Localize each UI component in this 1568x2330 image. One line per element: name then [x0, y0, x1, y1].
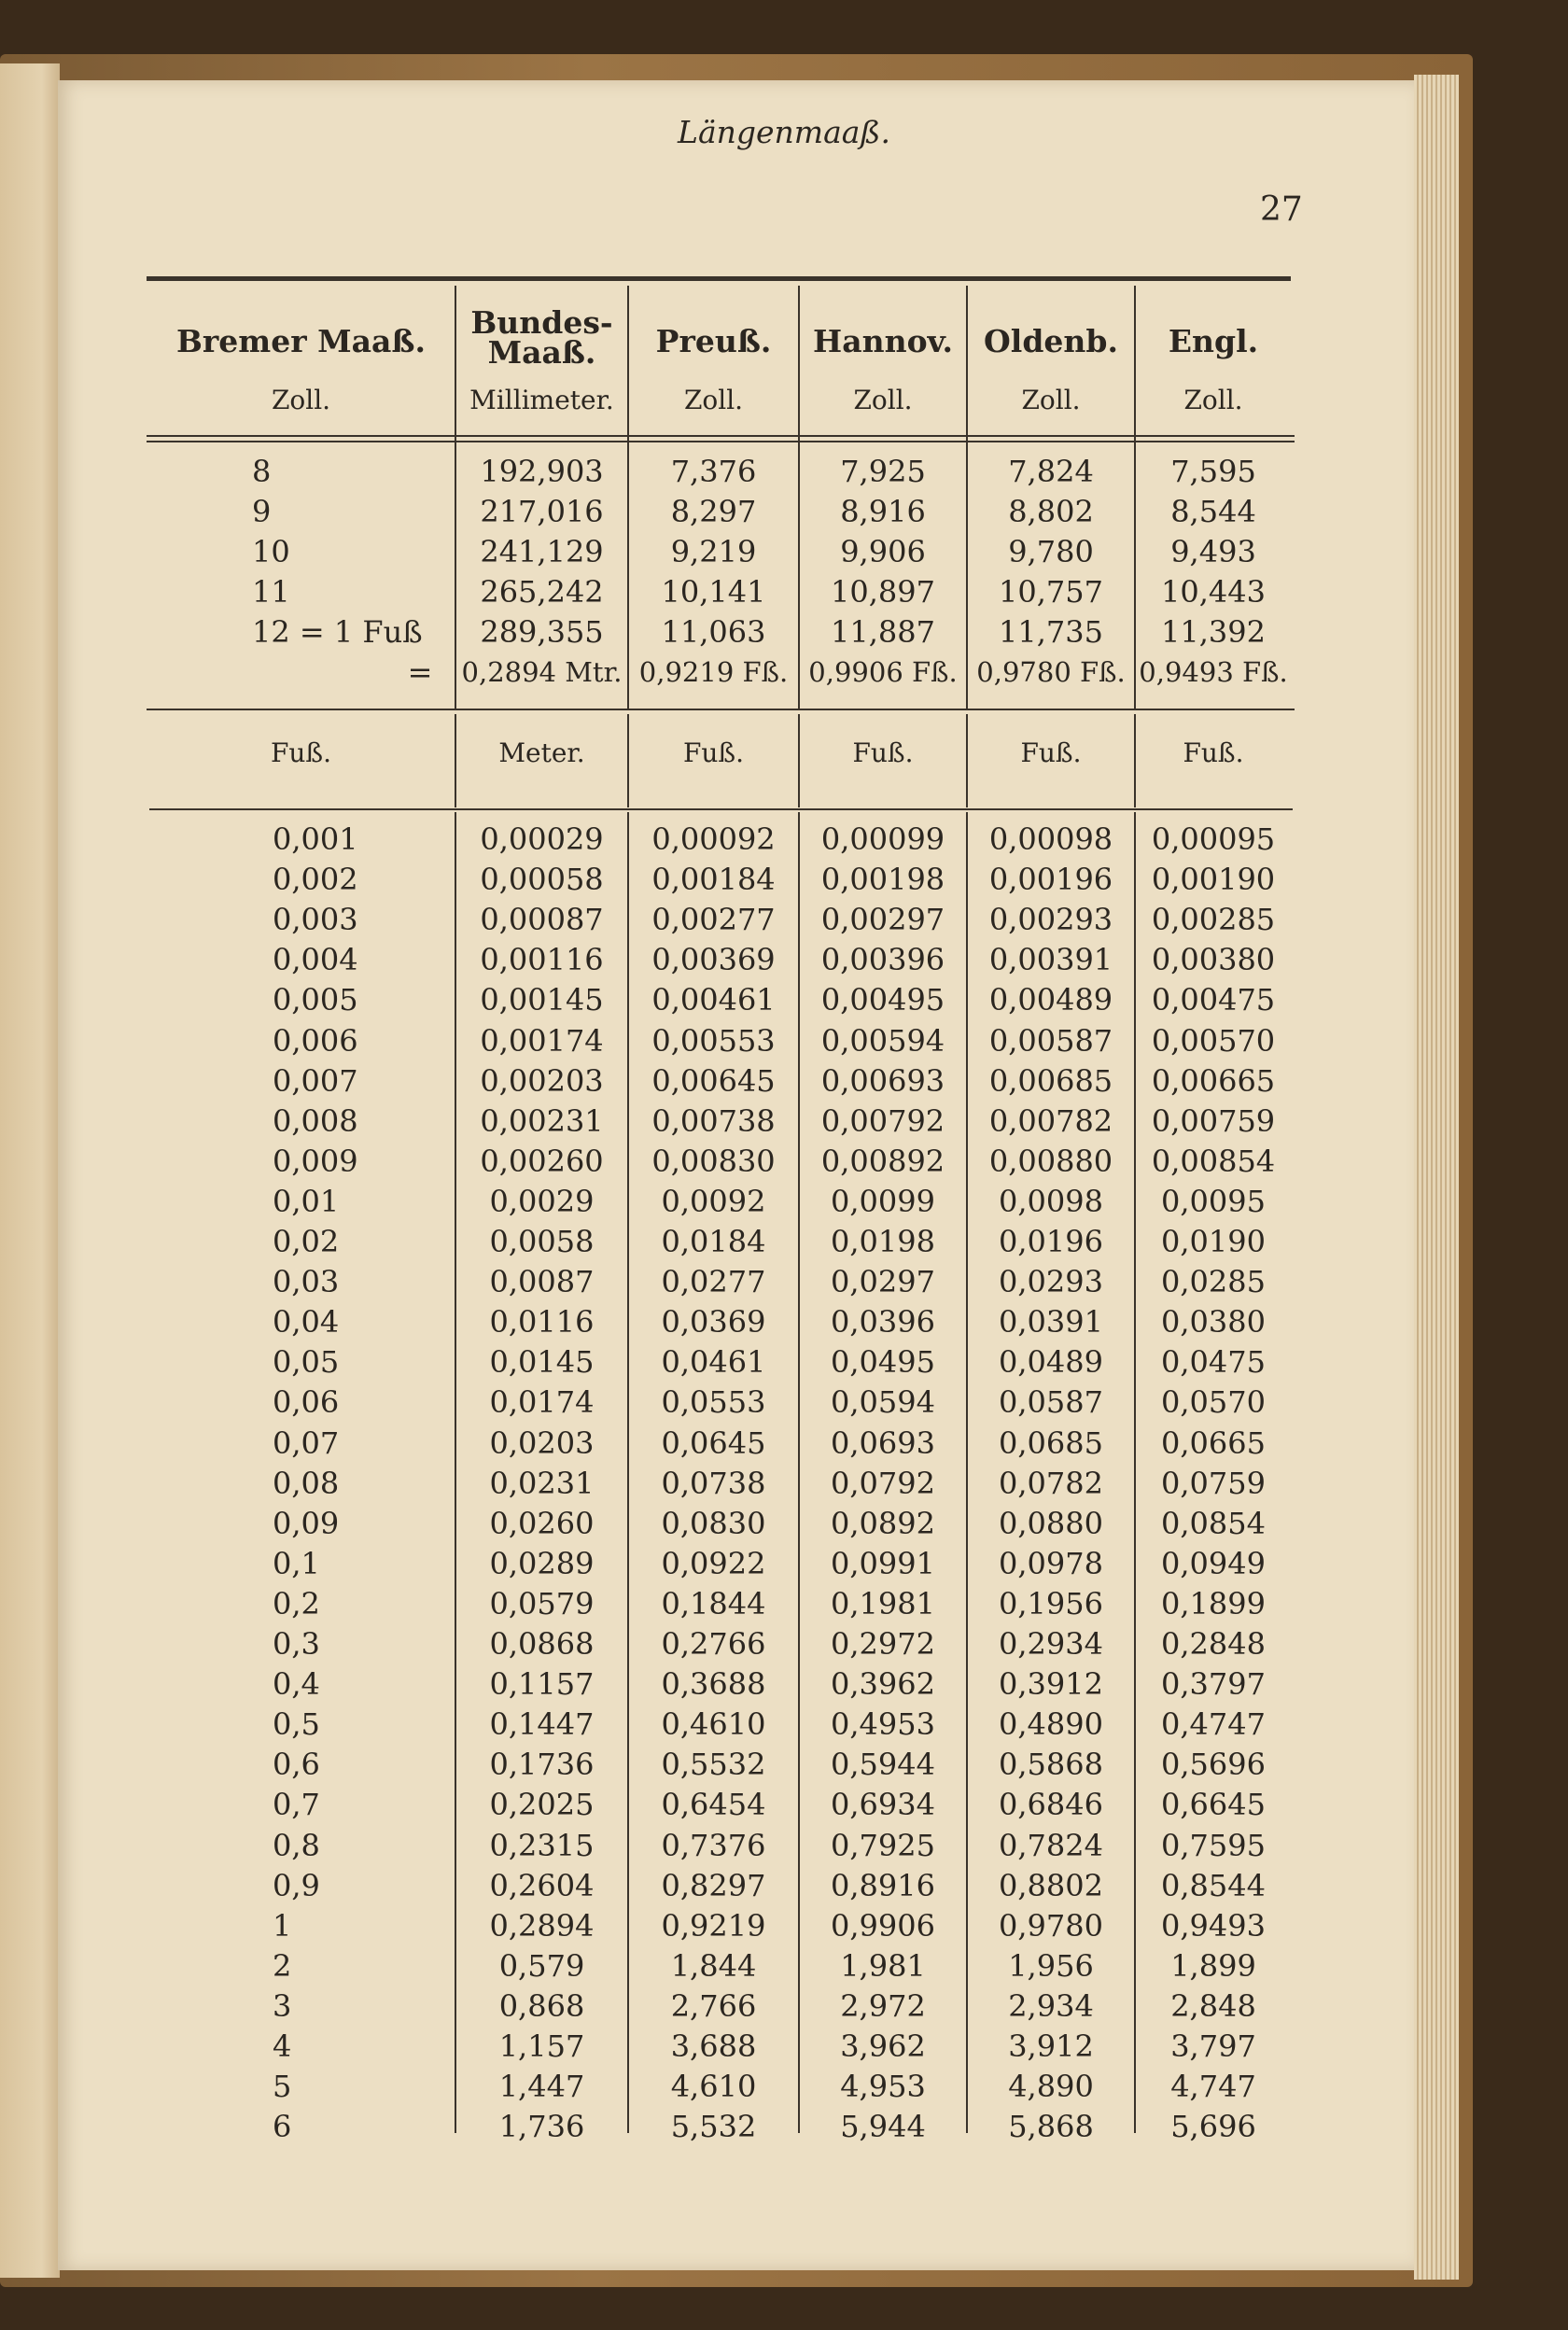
fuss-cell: 5 [273, 2069, 292, 2105]
fuss-cell: 0,8544 [1161, 1867, 1266, 1903]
fuss-cell: 0,0782 [999, 1465, 1103, 1501]
fuss-cell: 0,0174 [489, 1384, 595, 1421]
fuss-cell: 0,00830 [651, 1143, 776, 1179]
fuss-cell: 0,00297 [820, 902, 945, 938]
fuss-cell: 0,7595 [1161, 1827, 1266, 1863]
fuss-cell: 1,157 [498, 2028, 585, 2064]
column-unit-top: Millimeter. [469, 385, 614, 415]
fuss-cell: 1,981 [840, 1947, 926, 1984]
fuss-cell: 0,0289 [489, 1545, 595, 1581]
fuss-cell: 0,0587 [999, 1384, 1103, 1421]
fuss-cell: 0,5868 [999, 1747, 1103, 1783]
fuss-cell: 0,0693 [831, 1425, 935, 1461]
zoll-cell: 265,242 [480, 574, 604, 610]
zoll-cell: 10,757 [999, 574, 1103, 610]
zoll-cell: 9 [252, 494, 272, 529]
zoll-cell: 241,129 [480, 534, 604, 569]
fuss-cell: 0,5532 [661, 1747, 766, 1783]
fuss-cell: 0,0738 [661, 1465, 766, 1501]
zoll-cell: 9,493 [1170, 534, 1256, 569]
fuss-cell: 0,00553 [651, 1022, 776, 1059]
fuss-cell: 2,972 [840, 1987, 926, 2024]
column-unit-bottom: Fuß. [1183, 737, 1244, 768]
fuss-cell: 0,008 [273, 1102, 358, 1139]
zoll-cell: 12 = 1 Fuß [252, 614, 423, 650]
column-divider [455, 812, 456, 2133]
fuss-cell: 0,0231 [489, 1465, 595, 1501]
fuss-cell: 0,00380 [1151, 942, 1276, 978]
fuss-cell: 0,01 [273, 1183, 340, 1219]
zoll-cell: 0,9780 Fß. [976, 656, 1126, 688]
fuss-cell: 2,934 [1008, 1987, 1094, 2024]
fuss-cell: 3,797 [1170, 2028, 1256, 2064]
fuss-cell: 0,0759 [1161, 1465, 1266, 1501]
column-unit-bottom: Fuß. [270, 737, 332, 768]
zoll-cell: 11,392 [1161, 614, 1266, 650]
fuss-cell: 0,00391 [988, 942, 1113, 978]
zoll-cell: 7,824 [1008, 454, 1094, 489]
zoll-cell: 7,595 [1170, 454, 1256, 489]
fuss-cell: 0,5 [273, 1706, 320, 1743]
fuss-cell: 0,8 [273, 1827, 320, 1863]
page-number: 27 [1260, 190, 1303, 229]
zoll-cell: 9,219 [670, 534, 757, 569]
column-header: Preuß. [655, 323, 772, 359]
column-unit-top: Zoll. [1183, 385, 1243, 415]
header-rule [147, 435, 1295, 437]
fuss-cell: 1,956 [1008, 1947, 1094, 1984]
zoll-cell: 10 [252, 534, 290, 569]
fuss-cell: 0,4 [273, 1666, 320, 1703]
fuss-cell: 3,962 [840, 2028, 926, 2064]
fuss-cell: 0,00495 [820, 982, 945, 1018]
zoll-cell: 10,141 [661, 574, 766, 610]
fuss-cell: 0,05 [273, 1344, 340, 1381]
fuss-cell: 0,0880 [999, 1505, 1103, 1541]
fuss-cell: 0,7376 [661, 1827, 766, 1863]
column-header: Oldenb. [984, 323, 1118, 359]
fuss-cell: 0,00594 [820, 1022, 945, 1059]
fuss-cell: 0,3 [273, 1626, 320, 1662]
fuss-cell: 0,0293 [999, 1264, 1103, 1300]
fuss-cell: 0,9219 [661, 1907, 766, 1944]
fuss-cell: 6 [273, 2109, 292, 2145]
fuss-cell: 0,1899 [1161, 1585, 1266, 1621]
fuss-cell: 0,868 [498, 1987, 585, 2024]
fuss-cell: 0,1956 [999, 1585, 1103, 1621]
fuss-cell: 0,00277 [651, 902, 776, 938]
fuss-cell: 0,0978 [999, 1545, 1103, 1581]
column-unit-top: Zoll. [271, 385, 331, 415]
fuss-cell: 0,1 [273, 1545, 320, 1581]
zoll-cell: 8 [252, 454, 272, 489]
fuss-cell: 0,00098 [988, 821, 1113, 857]
fuss-cell: 0,06 [273, 1384, 340, 1421]
fuss-cell: 0,006 [273, 1022, 358, 1059]
fuss-cell: 0,9 [273, 1867, 320, 1903]
column-divider [966, 812, 968, 2133]
fuss-cell: 0,00587 [988, 1022, 1113, 1059]
fuss-cell: 0,0087 [489, 1264, 595, 1300]
fuss-cell: 0,0277 [661, 1264, 766, 1300]
fuss-cell: 0,0645 [661, 1425, 766, 1461]
fuss-cell: 0,0092 [661, 1183, 766, 1219]
column-unit-bottom: Fuß. [1020, 737, 1082, 768]
fuss-cell: 0,1447 [489, 1706, 595, 1743]
fuss-cell: 0,00174 [480, 1022, 604, 1059]
fuss-cell: 0,007 [273, 1062, 358, 1099]
fuss-header-rule [149, 808, 1293, 810]
column-unit-top: Zoll. [683, 385, 744, 415]
fuss-cell: 0,0058 [489, 1224, 595, 1259]
fuss-cell: 0,00190 [1151, 862, 1276, 898]
zoll-cell: 7,925 [840, 454, 926, 489]
fuss-cell: 0,00759 [1151, 1102, 1276, 1139]
fuss-cell: 0,0095 [1161, 1183, 1266, 1219]
top-rule [147, 276, 1291, 281]
fuss-cell: 0,00058 [480, 862, 604, 898]
zoll-cell: 9,906 [840, 534, 926, 569]
fuss-cell: 1 [273, 1907, 292, 1944]
left-page-edge [0, 63, 60, 2278]
fuss-cell: 0,8802 [999, 1867, 1103, 1903]
fuss-cell: 0,1844 [661, 1585, 766, 1621]
fuss-cell: 0,0553 [661, 1384, 766, 1421]
zoll-cell: 0,9219 Fß. [638, 656, 789, 688]
fuss-cell: 0,0369 [661, 1304, 766, 1340]
fuss-cell: 0,00570 [1151, 1022, 1276, 1059]
fuss-cell: 0,3962 [831, 1666, 935, 1703]
fuss-cell: 5,696 [1170, 2109, 1256, 2145]
fuss-cell: 0,5696 [1161, 1747, 1266, 1783]
fuss-cell: 2 [273, 1947, 292, 1984]
fuss-cell: 0,00285 [1151, 902, 1276, 938]
fuss-cell: 0,0570 [1161, 1384, 1266, 1421]
column-header: Engl. [1168, 323, 1259, 359]
column-header: Bundes- Maaß. [470, 304, 613, 371]
fuss-cell: 0,0396 [831, 1304, 935, 1340]
fuss-cell: 5,944 [840, 2109, 926, 2145]
fuss-cell: 0,04 [273, 1304, 340, 1340]
fuss-cell: 0,0579 [489, 1585, 595, 1621]
fuss-cell: 0,002 [273, 862, 358, 898]
fuss-cell: 0,7925 [831, 1827, 935, 1863]
fuss-cell: 5,532 [670, 2109, 757, 2145]
zoll-cell: 192,903 [480, 454, 604, 489]
fuss-cell: 0,0594 [831, 1384, 935, 1421]
fuss-cell: 0,579 [498, 1947, 585, 1984]
fuss-cell: 0,0297 [831, 1264, 935, 1300]
fuss-cell: 0,4953 [831, 1706, 935, 1743]
fuss-cell: 0,00231 [480, 1102, 604, 1139]
fuss-cell: 0,0099 [831, 1183, 935, 1219]
fuss-cell: 0,6645 [1161, 1787, 1266, 1823]
zoll-cell: 8,544 [1170, 494, 1256, 529]
fuss-cell: 0,2604 [489, 1867, 595, 1903]
fuss-cell: 0,3688 [661, 1666, 766, 1703]
fuss-cell: 0,1157 [489, 1666, 595, 1703]
fuss-cell: 0,00782 [988, 1102, 1113, 1139]
fuss-cell: 0,0145 [489, 1344, 595, 1381]
fuss-cell: 0,005 [273, 982, 358, 1018]
fuss-cell: 0,00685 [988, 1062, 1113, 1099]
section-rule [147, 709, 1295, 710]
zoll-cell: 8,916 [840, 494, 926, 529]
fuss-cell: 0,00145 [480, 982, 604, 1018]
zoll-cell: 8,802 [1008, 494, 1094, 529]
fuss-cell: 2,848 [1170, 1987, 1256, 2024]
fuss-cell: 0,00880 [988, 1143, 1113, 1179]
fuss-cell: 0,2315 [489, 1827, 595, 1863]
fuss-cell: 4,747 [1170, 2069, 1256, 2105]
fuss-cell: 0,00095 [1151, 821, 1276, 857]
fuss-cell: 0,8916 [831, 1867, 935, 1903]
fuss-cell: 0,00029 [480, 821, 604, 857]
fuss-cell: 0,3912 [999, 1666, 1103, 1703]
zoll-cell: 217,016 [480, 494, 604, 529]
fuss-cell: 0,00475 [1151, 982, 1276, 1018]
fuss-cell: 0,00116 [480, 942, 604, 978]
fuss-cell: 3 [273, 1987, 292, 2024]
zoll-cell: 8,297 [670, 494, 757, 529]
fuss-cell: 0,4890 [999, 1706, 1103, 1743]
fuss-cell: 1,736 [498, 2109, 585, 2145]
fuss-cell: 0,2025 [489, 1787, 595, 1823]
fuss-cell: 0,00665 [1151, 1062, 1276, 1099]
fuss-cell: 0,004 [273, 942, 358, 978]
fuss-cell: 0,00892 [820, 1143, 945, 1179]
fuss-cell: 0,0868 [489, 1626, 595, 1662]
fuss-cell: 1,447 [498, 2069, 585, 2105]
fuss-cell: 0,2934 [999, 1626, 1103, 1662]
fuss-cell: 0,00693 [820, 1062, 945, 1099]
fuss-cell: 0,0830 [661, 1505, 766, 1541]
fuss-cell: 5,868 [1008, 2109, 1094, 2145]
fuss-cell: 0,0892 [831, 1505, 935, 1541]
fuss-cell: 0,0854 [1161, 1505, 1266, 1541]
fuss-cell: 0,0380 [1161, 1304, 1266, 1340]
fuss-cell: 0,7824 [999, 1827, 1103, 1863]
fuss-cell: 0,2972 [831, 1626, 935, 1662]
column-header: Bremer Maaß. [176, 323, 426, 359]
fuss-cell: 0,9780 [999, 1907, 1103, 1944]
fuss-cell: 0,02 [273, 1224, 340, 1259]
fuss-cell: 0,6846 [999, 1787, 1103, 1823]
fuss-cell: 0,00645 [651, 1062, 776, 1099]
fuss-cell: 0,0198 [831, 1224, 935, 1259]
page-stack-edge [1414, 75, 1459, 2280]
zoll-cell: 9,780 [1008, 534, 1094, 569]
fuss-cell: 0,00203 [480, 1062, 604, 1099]
fuss-cell: 0,2848 [1161, 1626, 1266, 1662]
column-unit-top: Zoll. [1021, 385, 1081, 415]
fuss-cell: 0,00184 [651, 862, 776, 898]
zoll-cell: = [407, 654, 433, 690]
fuss-cell: 0,1736 [489, 1747, 595, 1783]
fuss-cell: 0,0991 [831, 1545, 935, 1581]
fuss-cell: 0,00092 [651, 821, 776, 857]
column-unit-bottom: Fuß. [682, 737, 745, 768]
fuss-cell: 0,0203 [489, 1425, 595, 1461]
fuss-cell: 0,0116 [489, 1304, 595, 1340]
column-header: Hannov. [813, 323, 953, 359]
fuss-cell: 0,003 [273, 902, 358, 938]
zoll-cell: 10,897 [831, 574, 935, 610]
fuss-cell: 0,2894 [489, 1907, 595, 1944]
fuss-cell: 0,9493 [1161, 1907, 1266, 1944]
fuss-cell: 0,00196 [988, 862, 1113, 898]
fuss-cell: 0,00087 [480, 902, 604, 938]
zoll-cell: 0,2894 Mtr. [461, 656, 623, 688]
fuss-cell: 0,9906 [831, 1907, 935, 1944]
fuss-cell: 0,4610 [661, 1706, 766, 1743]
fuss-cell: 0,00792 [820, 1102, 945, 1139]
fuss-cell: 0,00738 [651, 1102, 776, 1139]
column-unit-top: Zoll. [853, 385, 913, 415]
fuss-cell: 0,0098 [999, 1183, 1103, 1219]
zoll-cell: 11,887 [831, 614, 935, 650]
fuss-cell: 0,0922 [661, 1545, 766, 1581]
fuss-cell: 0,00260 [480, 1143, 604, 1179]
fuss-cell: 0,6 [273, 1747, 320, 1783]
fuss-cell: 0,00369 [651, 942, 776, 978]
column-divider [627, 812, 629, 2133]
fuss-cell: 0,5944 [831, 1747, 935, 1783]
fuss-cell: 0,3797 [1161, 1666, 1266, 1703]
fuss-cell: 0,0495 [831, 1344, 935, 1381]
fuss-cell: 0,00461 [651, 982, 776, 1018]
zoll-cell: 11 [252, 574, 290, 610]
fuss-cell: 0,07 [273, 1425, 340, 1461]
fuss-cell: 0,00198 [820, 862, 945, 898]
fuss-cell: 0,0196 [999, 1224, 1103, 1259]
fuss-cell: 2,766 [670, 1987, 757, 2024]
fuss-cell: 0,00293 [988, 902, 1113, 938]
fuss-cell: 0,09 [273, 1505, 340, 1541]
fuss-cell: 0,0184 [661, 1224, 766, 1259]
fuss-cell: 0,00854 [1151, 1143, 1276, 1179]
fuss-cell: 0,4747 [1161, 1706, 1266, 1743]
zoll-cell: 289,355 [480, 614, 604, 650]
column-divider [1134, 812, 1136, 2133]
fuss-cell: 3,688 [670, 2028, 757, 2064]
column-unit-bottom: Fuß. [852, 737, 914, 768]
fuss-cell: 0,00489 [988, 982, 1113, 1018]
fuss-cell: 0,009 [273, 1143, 358, 1179]
fuss-cell: 1,844 [670, 1947, 757, 1984]
column-divider [798, 812, 800, 2133]
fuss-cell: 0,0285 [1161, 1264, 1266, 1300]
fuss-cell: 0,0190 [1161, 1224, 1266, 1259]
fuss-cell: 0,00396 [820, 942, 945, 978]
fuss-cell: 0,1981 [831, 1585, 935, 1621]
fuss-cell: 0,8297 [661, 1867, 766, 1903]
fuss-cell: 0,0029 [489, 1183, 595, 1219]
fuss-cell: 4 [273, 2028, 292, 2064]
fuss-cell: 4,953 [840, 2069, 926, 2105]
fuss-cell: 0,0260 [489, 1505, 595, 1541]
fuss-cell: 0,0489 [999, 1344, 1103, 1381]
zoll-cell: 11,735 [999, 614, 1103, 650]
fuss-cell: 3,912 [1008, 2028, 1094, 2064]
zoll-cell: 0,9493 Fß. [1139, 656, 1288, 688]
fuss-cell: 0,0461 [661, 1344, 766, 1381]
fuss-cell: 4,890 [1008, 2069, 1094, 2105]
running-head: Längenmaaß. [678, 114, 890, 150]
fuss-cell: 0,0665 [1161, 1425, 1266, 1461]
column-unit-bottom: Meter. [498, 737, 585, 768]
zoll-cell: 11,063 [661, 614, 766, 650]
fuss-cell: 0,0475 [1161, 1344, 1266, 1381]
fuss-cell: 0,0792 [831, 1465, 935, 1501]
zoll-cell: 10,443 [1161, 574, 1266, 610]
fuss-cell: 4,610 [670, 2069, 757, 2105]
fuss-cell: 0,0685 [999, 1425, 1103, 1461]
fuss-cell: 0,08 [273, 1465, 340, 1501]
fuss-cell: 0,2766 [661, 1626, 766, 1662]
fuss-cell: 0,7 [273, 1787, 320, 1823]
fuss-cell: 0,0949 [1161, 1545, 1266, 1581]
fuss-cell: 0,0391 [999, 1304, 1103, 1340]
header-rule-double [147, 441, 1295, 442]
zoll-cell: 7,376 [670, 454, 757, 489]
fuss-cell: 0,6454 [661, 1787, 766, 1823]
fuss-cell: 0,2 [273, 1585, 320, 1621]
fuss-cell: 0,6934 [831, 1787, 935, 1823]
fuss-cell: 1,899 [1170, 1947, 1256, 1984]
fuss-cell: 0,001 [273, 821, 358, 857]
zoll-cell: 0,9906 Fß. [808, 656, 958, 688]
fuss-cell: 0,00099 [820, 821, 945, 857]
fuss-cell: 0,03 [273, 1264, 340, 1300]
